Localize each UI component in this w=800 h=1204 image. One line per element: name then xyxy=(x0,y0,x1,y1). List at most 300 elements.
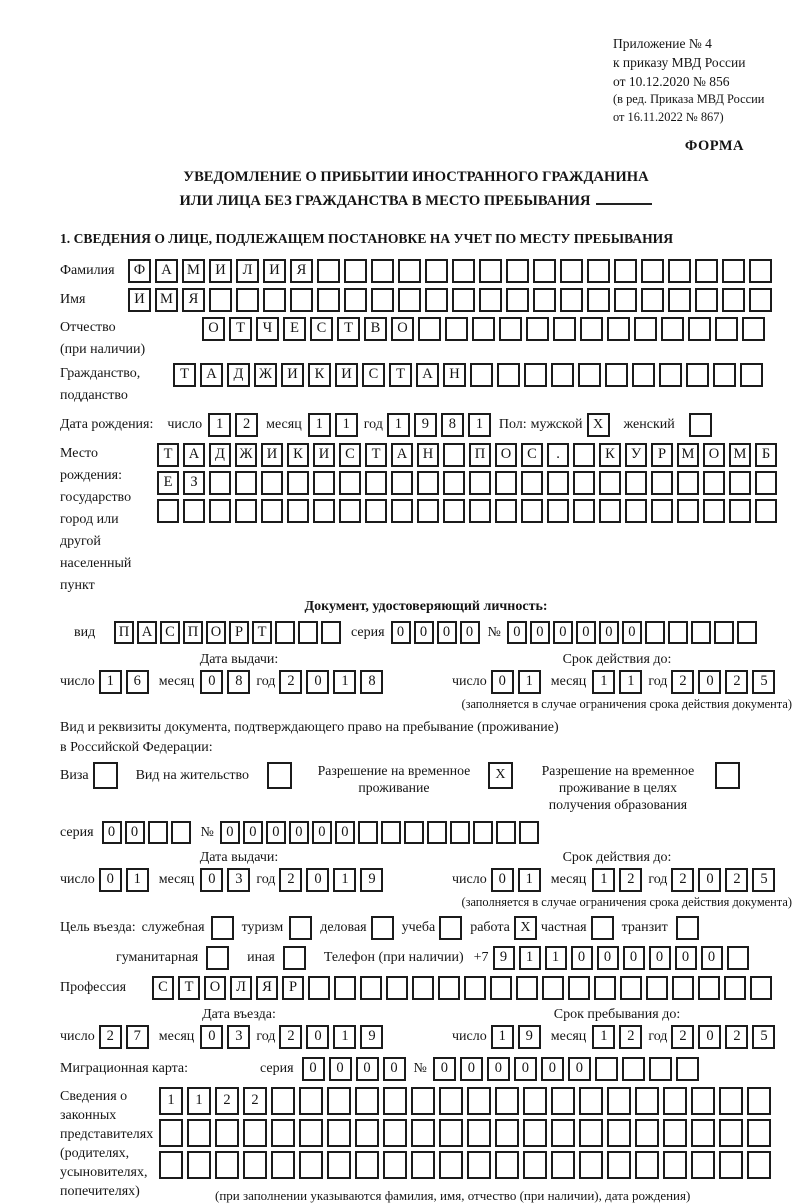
cell[interactable] xyxy=(551,363,574,387)
identity-valid-day-cells[interactable] xyxy=(491,670,541,694)
cell[interactable] xyxy=(737,621,757,644)
cell[interactable] xyxy=(691,1119,715,1147)
cell[interactable]: Т xyxy=(337,317,360,341)
cell[interactable] xyxy=(620,976,642,1000)
cell[interactable] xyxy=(391,471,413,495)
cell[interactable] xyxy=(360,976,382,1000)
cell[interactable] xyxy=(290,288,313,312)
cell[interactable] xyxy=(148,821,168,844)
cell[interactable] xyxy=(599,499,621,523)
cell[interactable] xyxy=(383,1119,407,1147)
cell[interactable] xyxy=(691,1151,715,1179)
cell[interactable]: 0 xyxy=(200,670,223,694)
cell[interactable]: 0 xyxy=(102,821,122,844)
cell[interactable]: 0 xyxy=(302,1057,325,1081)
cell[interactable]: 5 xyxy=(752,868,775,892)
cell[interactable] xyxy=(371,259,394,283)
migration-number-cells[interactable] xyxy=(433,1057,699,1081)
identity-number-cells[interactable] xyxy=(507,621,757,644)
cell[interactable]: Я xyxy=(256,976,278,1000)
birth-place-cells-row2[interactable] xyxy=(157,471,777,495)
stay-series-cells[interactable] xyxy=(102,821,191,844)
cell[interactable] xyxy=(327,1087,351,1115)
cell[interactable]: 0 xyxy=(125,821,145,844)
cell[interactable]: Р xyxy=(229,621,249,644)
cell[interactable] xyxy=(521,499,543,523)
cell[interactable]: 0 xyxy=(335,821,355,844)
cell[interactable] xyxy=(703,471,725,495)
cell[interactable] xyxy=(271,1151,295,1179)
cell[interactable] xyxy=(439,1087,463,1115)
cell[interactable]: 0 xyxy=(701,946,723,970)
cell[interactable] xyxy=(215,1119,239,1147)
cell[interactable]: 0 xyxy=(698,670,721,694)
cell[interactable]: С xyxy=(339,443,361,467)
migration-series-cells[interactable] xyxy=(302,1057,406,1081)
cell[interactable] xyxy=(747,1087,771,1115)
cell[interactable]: С xyxy=(521,443,543,467)
cell[interactable]: 3 xyxy=(227,1025,250,1049)
cell[interactable] xyxy=(722,259,745,283)
cell[interactable]: 2 xyxy=(235,413,258,437)
cell[interactable]: О xyxy=(703,443,725,467)
cell[interactable] xyxy=(651,471,673,495)
purpose-gumanitarnaya-checkbox[interactable] xyxy=(206,946,229,970)
patronymic-cells[interactable] xyxy=(202,317,765,341)
cell[interactable] xyxy=(560,288,583,312)
cell[interactable]: 0 xyxy=(266,821,286,844)
cell[interactable] xyxy=(308,976,330,1000)
cell[interactable]: А xyxy=(183,443,205,467)
cell[interactable] xyxy=(490,976,512,1000)
cell[interactable] xyxy=(339,471,361,495)
cell[interactable] xyxy=(365,471,387,495)
stay-valid-day-cells[interactable] xyxy=(491,868,541,892)
cell[interactable]: 1 xyxy=(518,670,541,694)
cell[interactable]: О xyxy=(202,317,225,341)
cell[interactable] xyxy=(327,1119,351,1147)
cell[interactable] xyxy=(625,499,647,523)
cell[interactable] xyxy=(523,1151,547,1179)
cell[interactable]: 0 xyxy=(530,621,550,644)
cell[interactable]: 2 xyxy=(725,1025,748,1049)
cell[interactable]: И xyxy=(313,443,335,467)
cell[interactable] xyxy=(339,499,361,523)
cell[interactable] xyxy=(495,499,517,523)
cell[interactable] xyxy=(659,363,682,387)
cell[interactable] xyxy=(261,471,283,495)
cell[interactable]: 0 xyxy=(576,621,596,644)
cell[interactable] xyxy=(383,1151,407,1179)
cell[interactable]: 0 xyxy=(243,821,263,844)
identity-valid-year-cells[interactable] xyxy=(671,670,775,694)
cell[interactable] xyxy=(398,259,421,283)
cell[interactable] xyxy=(568,976,590,1000)
cell[interactable]: 2 xyxy=(619,1025,642,1049)
cell[interactable] xyxy=(688,317,711,341)
cell[interactable] xyxy=(727,946,749,970)
cell[interactable]: 0 xyxy=(289,821,309,844)
cell[interactable] xyxy=(677,471,699,495)
cell[interactable]: 0 xyxy=(507,621,527,644)
cell[interactable] xyxy=(358,821,378,844)
cell[interactable] xyxy=(677,499,699,523)
stay-until-month-cells[interactable] xyxy=(592,1025,642,1049)
cell[interactable] xyxy=(470,363,493,387)
cell[interactable]: 0 xyxy=(220,821,240,844)
sex-female-checkbox[interactable] xyxy=(689,413,712,437)
cell[interactable] xyxy=(479,288,502,312)
cell[interactable]: Е xyxy=(283,317,306,341)
cell[interactable] xyxy=(719,1151,743,1179)
cell[interactable] xyxy=(747,1151,771,1179)
cell[interactable]: 1 xyxy=(592,1025,615,1049)
identity-issue-day-cells[interactable] xyxy=(99,670,149,694)
cell[interactable] xyxy=(547,471,569,495)
cell[interactable] xyxy=(187,1151,211,1179)
cell[interactable] xyxy=(715,317,738,341)
cell[interactable] xyxy=(551,1119,575,1147)
cell[interactable] xyxy=(243,1151,267,1179)
cell[interactable] xyxy=(635,1151,659,1179)
cell[interactable]: 0 xyxy=(460,1057,483,1081)
cell[interactable] xyxy=(321,621,341,644)
cell[interactable]: Р xyxy=(651,443,673,467)
cell[interactable] xyxy=(521,471,543,495)
cell[interactable] xyxy=(663,1151,687,1179)
cell[interactable] xyxy=(578,363,601,387)
cell[interactable] xyxy=(668,288,691,312)
cell[interactable] xyxy=(755,499,777,523)
cell[interactable] xyxy=(729,499,751,523)
cell[interactable] xyxy=(496,821,516,844)
cell[interactable]: И xyxy=(263,259,286,283)
purpose-sluzhebnaya-checkbox[interactable] xyxy=(211,916,234,940)
cell[interactable]: 0 xyxy=(312,821,332,844)
cell[interactable] xyxy=(719,1087,743,1115)
cell[interactable] xyxy=(497,363,520,387)
cell[interactable]: Р xyxy=(282,976,304,1000)
cell[interactable]: 9 xyxy=(360,1025,383,1049)
cell[interactable] xyxy=(663,1087,687,1115)
cell[interactable] xyxy=(398,288,421,312)
cell[interactable]: 1 xyxy=(99,670,122,694)
profession-cells[interactable] xyxy=(152,976,772,1000)
cell[interactable]: 1 xyxy=(387,413,410,437)
birth-month-cells[interactable] xyxy=(308,413,358,437)
cell[interactable]: Л xyxy=(230,976,252,1000)
cell[interactable]: Я xyxy=(290,259,313,283)
cell[interactable] xyxy=(551,1151,575,1179)
cell[interactable] xyxy=(365,499,387,523)
cell[interactable] xyxy=(417,499,439,523)
cell[interactable] xyxy=(519,821,539,844)
cell[interactable]: С xyxy=(160,621,180,644)
cell[interactable]: 0 xyxy=(698,868,721,892)
cell[interactable]: 0 xyxy=(675,946,697,970)
cell[interactable] xyxy=(663,1119,687,1147)
cell[interactable]: 0 xyxy=(414,621,434,644)
temp-residence-checkbox[interactable]: X xyxy=(488,762,513,789)
cell[interactable] xyxy=(418,317,441,341)
cell[interactable] xyxy=(579,1151,603,1179)
cell[interactable]: О xyxy=(206,621,226,644)
cell[interactable]: 0 xyxy=(698,1025,721,1049)
purpose-inaya-checkbox[interactable] xyxy=(283,946,306,970)
cell[interactable]: 0 xyxy=(553,621,573,644)
cell[interactable] xyxy=(355,1151,379,1179)
cell[interactable]: 0 xyxy=(649,946,671,970)
cell[interactable] xyxy=(411,1119,435,1147)
temp-residence-edu-checkbox[interactable] xyxy=(715,762,740,789)
cell[interactable] xyxy=(313,499,335,523)
cell[interactable] xyxy=(271,1087,295,1115)
cell[interactable]: И xyxy=(281,363,304,387)
cell[interactable] xyxy=(651,499,673,523)
cell[interactable]: Л xyxy=(236,259,259,283)
cell[interactable] xyxy=(523,1087,547,1115)
cell[interactable]: Ч xyxy=(256,317,279,341)
cell[interactable] xyxy=(383,1087,407,1115)
given-name-cells[interactable] xyxy=(128,288,772,312)
cell[interactable] xyxy=(443,499,465,523)
cell[interactable] xyxy=(560,259,583,283)
cell[interactable] xyxy=(404,821,424,844)
cell[interactable]: Т xyxy=(178,976,200,1000)
cell[interactable] xyxy=(607,1119,631,1147)
cell[interactable] xyxy=(411,1087,435,1115)
cell[interactable]: В xyxy=(364,317,387,341)
purpose-turizm-checkbox[interactable] xyxy=(289,916,312,940)
cell[interactable] xyxy=(676,1057,699,1081)
cell[interactable]: 1 xyxy=(333,868,356,892)
cell[interactable] xyxy=(749,259,772,283)
cell[interactable] xyxy=(587,288,610,312)
cell[interactable] xyxy=(632,363,655,387)
cell[interactable]: А xyxy=(391,443,413,467)
cell[interactable]: 0 xyxy=(622,621,642,644)
cell[interactable] xyxy=(443,443,465,467)
cell[interactable] xyxy=(386,976,408,1000)
cell[interactable] xyxy=(439,1119,463,1147)
cell[interactable] xyxy=(749,288,772,312)
cell[interactable]: 5 xyxy=(752,670,775,694)
cell[interactable]: Т xyxy=(389,363,412,387)
cell[interactable] xyxy=(464,976,486,1000)
cell[interactable]: 1 xyxy=(468,413,491,437)
birth-place-cells-row1[interactable] xyxy=(157,443,777,467)
cell[interactable]: И xyxy=(335,363,358,387)
cell[interactable]: 0 xyxy=(383,1057,406,1081)
cell[interactable]: М xyxy=(182,259,205,283)
cell[interactable]: И xyxy=(128,288,151,312)
cell[interactable]: 0 xyxy=(460,621,480,644)
cell[interactable]: 1 xyxy=(619,670,642,694)
cell[interactable]: 1 xyxy=(491,1025,514,1049)
cell[interactable] xyxy=(299,1151,323,1179)
cell[interactable]: Б xyxy=(755,443,777,467)
entry-year-cells[interactable] xyxy=(279,1025,383,1049)
cell[interactable] xyxy=(417,471,439,495)
cell[interactable] xyxy=(695,259,718,283)
cell[interactable] xyxy=(391,499,413,523)
cell[interactable] xyxy=(672,976,694,1000)
cell[interactable]: 9 xyxy=(518,1025,541,1049)
cell[interactable]: И xyxy=(261,443,283,467)
purpose-ucheba-checkbox[interactable] xyxy=(439,916,462,940)
cell[interactable] xyxy=(607,1087,631,1115)
cell[interactable]: Н xyxy=(417,443,439,467)
cell[interactable]: 6 xyxy=(126,670,149,694)
cell[interactable] xyxy=(605,363,628,387)
cell[interactable]: 1 xyxy=(308,413,331,437)
cell[interactable] xyxy=(573,443,595,467)
surname-cells[interactable] xyxy=(128,259,772,283)
cell[interactable]: 2 xyxy=(279,868,302,892)
cell[interactable]: 1 xyxy=(126,868,149,892)
cell[interactable] xyxy=(645,621,665,644)
cell[interactable]: 0 xyxy=(200,868,223,892)
cell[interactable]: 0 xyxy=(200,1025,223,1049)
cell[interactable] xyxy=(171,821,191,844)
stay-until-day-cells[interactable] xyxy=(491,1025,541,1049)
cell[interactable]: 0 xyxy=(99,868,122,892)
cell[interactable] xyxy=(452,259,475,283)
cell[interactable] xyxy=(668,621,688,644)
representatives-cells-row3[interactable] xyxy=(159,1151,771,1179)
cell[interactable]: С xyxy=(152,976,174,1000)
cell[interactable] xyxy=(547,499,569,523)
cell[interactable] xyxy=(622,1057,645,1081)
cell[interactable]: 0 xyxy=(306,868,329,892)
cell[interactable] xyxy=(495,1087,519,1115)
cell[interactable]: 2 xyxy=(279,1025,302,1049)
cell[interactable]: К xyxy=(599,443,621,467)
cell[interactable]: И xyxy=(209,259,232,283)
cell[interactable]: . xyxy=(547,443,569,467)
residence-permit-checkbox[interactable] xyxy=(267,762,292,789)
cell[interactable] xyxy=(334,976,356,1000)
cell[interactable]: М xyxy=(677,443,699,467)
cell[interactable]: 2 xyxy=(671,670,694,694)
cell[interactable]: 0 xyxy=(491,670,514,694)
cell[interactable] xyxy=(299,1119,323,1147)
representatives-cells-row1[interactable] xyxy=(159,1087,771,1115)
cell[interactable] xyxy=(467,1151,491,1179)
cell[interactable] xyxy=(355,1119,379,1147)
cell[interactable]: 1 xyxy=(519,946,541,970)
cell[interactable]: З xyxy=(183,471,205,495)
cell[interactable] xyxy=(445,317,468,341)
cell[interactable] xyxy=(495,1119,519,1147)
purpose-tranzit-checkbox[interactable] xyxy=(676,916,699,940)
cell[interactable]: Т xyxy=(365,443,387,467)
cell[interactable] xyxy=(236,288,259,312)
identity-valid-month-cells[interactable] xyxy=(592,670,642,694)
cell[interactable] xyxy=(298,621,318,644)
cell[interactable]: 0 xyxy=(391,621,411,644)
cell[interactable] xyxy=(495,471,517,495)
cell[interactable] xyxy=(438,976,460,1000)
cell[interactable]: 8 xyxy=(360,670,383,694)
cell[interactable] xyxy=(427,821,447,844)
cell[interactable]: 2 xyxy=(725,670,748,694)
cell[interactable]: 3 xyxy=(227,868,250,892)
cell[interactable]: А xyxy=(416,363,439,387)
identity-series-cells[interactable] xyxy=(391,621,480,644)
cell[interactable]: Е xyxy=(157,471,179,495)
cell[interactable] xyxy=(614,259,637,283)
cell[interactable]: М xyxy=(729,443,751,467)
cell[interactable] xyxy=(209,471,231,495)
cell[interactable]: 0 xyxy=(306,1025,329,1049)
cell[interactable]: Ж xyxy=(254,363,277,387)
cell[interactable] xyxy=(523,1119,547,1147)
cell[interactable] xyxy=(755,471,777,495)
citizenship-cells[interactable] xyxy=(173,363,763,387)
cell[interactable] xyxy=(261,499,283,523)
cell[interactable] xyxy=(159,1151,183,1179)
cell[interactable] xyxy=(187,1119,211,1147)
cell[interactable]: 7 xyxy=(126,1025,149,1049)
cell[interactable]: С xyxy=(362,363,385,387)
cell[interactable] xyxy=(516,976,538,1000)
cell[interactable] xyxy=(425,288,448,312)
stay-issue-month-cells[interactable] xyxy=(200,868,250,892)
cell[interactable]: 9 xyxy=(493,946,515,970)
cell[interactable] xyxy=(668,259,691,283)
cell[interactable] xyxy=(641,288,664,312)
cell[interactable] xyxy=(553,317,576,341)
cell[interactable]: А xyxy=(200,363,223,387)
cell[interactable]: О xyxy=(495,443,517,467)
cell[interactable] xyxy=(439,1151,463,1179)
cell[interactable]: С xyxy=(310,317,333,341)
sex-male-checkbox[interactable]: X xyxy=(587,413,610,437)
cell[interactable] xyxy=(159,1119,183,1147)
cell[interactable] xyxy=(313,471,335,495)
cell[interactable] xyxy=(713,363,736,387)
cell[interactable] xyxy=(686,363,709,387)
cell[interactable]: О xyxy=(391,317,414,341)
cell[interactable] xyxy=(506,288,529,312)
cell[interactable] xyxy=(235,499,257,523)
cell[interactable] xyxy=(607,317,630,341)
cell[interactable] xyxy=(327,1151,351,1179)
cell[interactable] xyxy=(243,1119,267,1147)
cell[interactable] xyxy=(287,499,309,523)
cell[interactable] xyxy=(183,499,205,523)
cell[interactable]: Я xyxy=(182,288,205,312)
cell[interactable]: 0 xyxy=(568,1057,591,1081)
cell[interactable] xyxy=(573,499,595,523)
cell[interactable]: 0 xyxy=(306,670,329,694)
cell[interactable]: П xyxy=(469,443,491,467)
representatives-cells-row2[interactable] xyxy=(159,1119,771,1147)
cell[interactable] xyxy=(542,976,564,1000)
stay-number-cells[interactable] xyxy=(220,821,539,844)
cell[interactable] xyxy=(533,259,556,283)
cell[interactable] xyxy=(355,1087,379,1115)
cell[interactable] xyxy=(641,259,664,283)
cell[interactable] xyxy=(215,1151,239,1179)
cell[interactable] xyxy=(526,317,549,341)
cell[interactable] xyxy=(579,1087,603,1115)
cell[interactable] xyxy=(724,976,746,1000)
cell[interactable] xyxy=(299,1087,323,1115)
cell[interactable] xyxy=(209,288,232,312)
cell[interactable] xyxy=(499,317,522,341)
